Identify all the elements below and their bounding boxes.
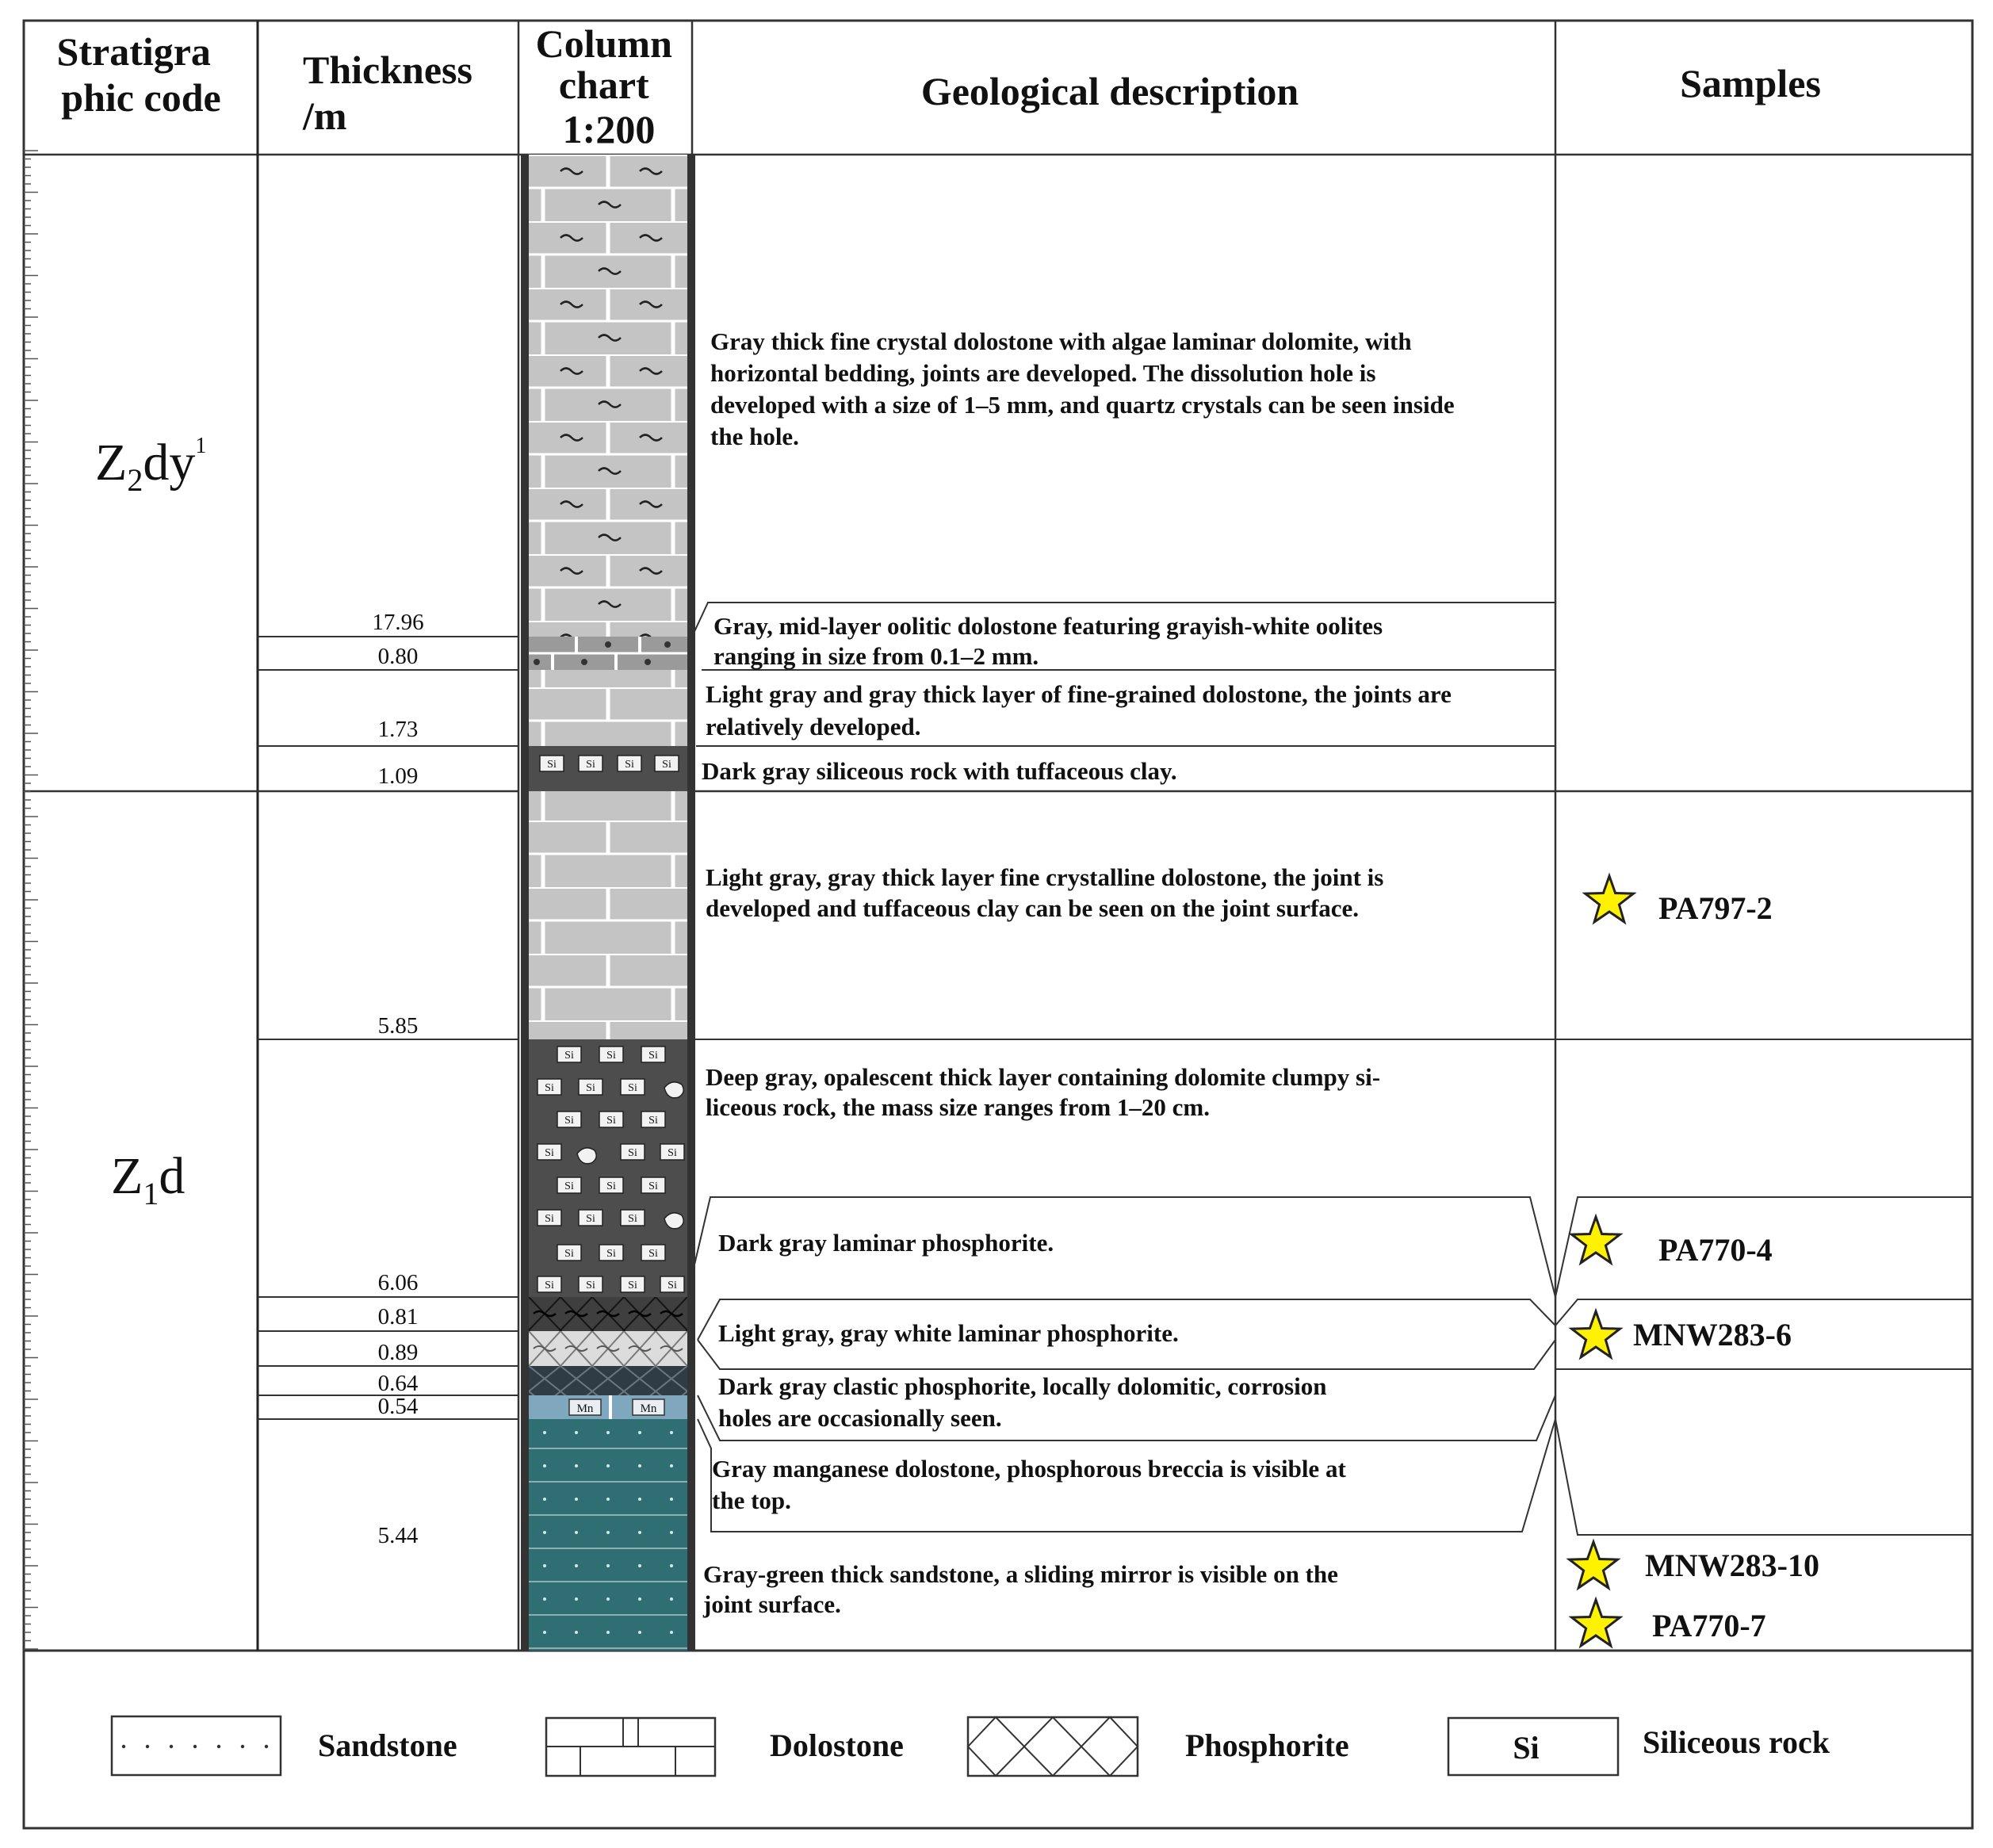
si-symbol: Si bbox=[564, 1180, 574, 1192]
header-samples: Samples bbox=[1680, 61, 1821, 105]
description-11: Gray-green thick sandstone, a sliding mirror is visible on the joint surface. bbox=[703, 1560, 1338, 1618]
si-symbol: Si bbox=[628, 1147, 637, 1159]
description-3: Light gray and gray thick layer of fine-grained dolostone, the joints are relatively developed. bbox=[706, 680, 1452, 740]
description-5: Light gray, gray thick layer fine crystalline dolostone, the joint is developed and tuffaceous clay can be seen on the joint surface. bbox=[706, 863, 1384, 922]
legend-label: Siliceous rock bbox=[1643, 1724, 1830, 1760]
layer-phosphorite-clastic bbox=[529, 1366, 687, 1395]
layer-sandstone bbox=[529, 1419, 687, 1651]
si-symbol: Si bbox=[545, 1280, 554, 1291]
thickness-value: 6.06 bbox=[377, 1270, 419, 1295]
si-symbol: Si bbox=[606, 1050, 616, 1062]
sample-label: PA797-2 bbox=[1658, 890, 1773, 926]
thickness-value: 0.80 bbox=[377, 644, 419, 669]
si-symbol: Si bbox=[628, 1280, 637, 1291]
si-symbol: Si bbox=[586, 759, 595, 771]
sample-star-icon bbox=[1570, 1542, 1618, 1588]
si-symbol: Si bbox=[662, 759, 671, 771]
description-4: Dark gray siliceous rock with tuffaceous clay. bbox=[702, 757, 1177, 785]
lithology-column bbox=[521, 155, 695, 1651]
geological-descriptions bbox=[702, 327, 1455, 1618]
thickness-value: 1.73 bbox=[377, 717, 419, 742]
sample-label: MNW283-6 bbox=[1633, 1317, 1792, 1353]
unit-code-z1d bbox=[111, 1147, 185, 1211]
si-symbol: Si bbox=[586, 1280, 595, 1291]
sample-star-icon bbox=[1572, 1217, 1620, 1263]
si-symbol: Si bbox=[606, 1180, 616, 1192]
sample-label: PA770-4 bbox=[1658, 1232, 1773, 1268]
legend-siliceous-rock bbox=[1448, 1718, 1830, 1775]
si-symbol: Si bbox=[606, 1115, 616, 1127]
sample-list bbox=[1570, 876, 1819, 1646]
header-code: Stratigra phic code bbox=[56, 29, 221, 120]
si-symbol: Si bbox=[564, 1248, 574, 1260]
samples-column bbox=[1555, 1039, 1972, 1535]
si-symbol: Si bbox=[545, 1147, 554, 1159]
layer-dolostone bbox=[529, 791, 687, 1039]
sample-star-icon bbox=[1586, 876, 1634, 922]
layer-dolostone bbox=[529, 670, 687, 746]
sample-star-icon bbox=[1572, 1600, 1620, 1646]
si-symbol: Si bbox=[668, 1147, 677, 1159]
si-symbol: Si bbox=[547, 759, 557, 771]
si-symbol: Si bbox=[648, 1248, 658, 1260]
thickness-value: 5.85 bbox=[377, 1013, 419, 1039]
svg-text:Z2dy1: $Z_2dy^1$ bbox=[95, 434, 207, 498]
si-symbol: Si bbox=[648, 1180, 658, 1192]
svg-text:Z1d: $Z_1d$ bbox=[111, 1147, 186, 1211]
sample-label: MNW283-10 bbox=[1645, 1548, 1819, 1583]
thickness-value: 0.89 bbox=[377, 1340, 419, 1365]
thickness-value: 17.96 bbox=[372, 610, 424, 635]
legend-label: Dolostone bbox=[770, 1727, 904, 1763]
sample-star-icon bbox=[1572, 1311, 1620, 1357]
legend-dolostone bbox=[546, 1718, 904, 1776]
legend-label: Sandstone bbox=[318, 1727, 457, 1763]
si-symbol: Si bbox=[628, 1213, 637, 1225]
layer-phosphorite-dark bbox=[529, 1297, 687, 1331]
si-symbol: Si bbox=[648, 1115, 658, 1127]
unit-code-z2dy1 bbox=[95, 434, 206, 498]
description-1: Gray thick fine crystal dolostone with algae laminar dolomite, with horizontal bedding, joints are developed. The dissolution hole is developed with a size of 1–5 mm, and quartz crystals can be seen inside the hole. bbox=[710, 327, 1455, 450]
thickness-value: 1.09 bbox=[377, 763, 419, 789]
layer-phosphorite-light bbox=[529, 1331, 687, 1366]
si-symbol: Si bbox=[545, 1082, 554, 1094]
si-symbol: Si bbox=[586, 1082, 595, 1094]
legend bbox=[112, 1716, 1830, 1776]
legend-phosphorite bbox=[968, 1717, 1349, 1776]
sample-label: PA770-7 bbox=[1652, 1608, 1766, 1643]
mn-symbol: Mn bbox=[576, 1402, 594, 1415]
description-8: Light gray, gray white laminar phosphorite. bbox=[718, 1319, 1179, 1347]
legend-si-symbol: Si bbox=[1513, 1730, 1540, 1766]
description-9: Dark gray clastic phosphorite, locally dolomitic, corrosion holes are occasionally seen. bbox=[718, 1372, 1327, 1432]
si-symbol: Si bbox=[606, 1248, 616, 1260]
depth-ruler bbox=[24, 151, 38, 1649]
header-description: Geological description bbox=[920, 69, 1299, 113]
legend-sandstone bbox=[112, 1716, 457, 1775]
layer-algal-dolostone bbox=[529, 155, 687, 637]
si-symbol: Si bbox=[545, 1213, 554, 1225]
description-7: Dark gray laminar phosphorite. bbox=[718, 1229, 1054, 1257]
description-6: Deep gray, opalescent thick layer containing dolomite clumpy si-liceous rock, the mass size ranges from 1–20 cm. bbox=[706, 1063, 1381, 1121]
si-symbol: Si bbox=[564, 1050, 574, 1062]
si-symbol: Si bbox=[625, 759, 634, 771]
si-symbol: Si bbox=[628, 1082, 637, 1094]
legend-label: Phosphorite bbox=[1185, 1727, 1349, 1763]
si-symbol: Si bbox=[564, 1115, 574, 1127]
si-symbol: Si bbox=[668, 1280, 677, 1291]
si-symbol: Si bbox=[648, 1050, 658, 1062]
header-column-chart: Column chart 1:200 bbox=[535, 21, 672, 151]
header-thickness: Thickness /m bbox=[303, 48, 472, 138]
thickness-value: 0.64 bbox=[377, 1371, 419, 1396]
thickness-value: 0.54 bbox=[377, 1394, 419, 1419]
thickness-column bbox=[258, 610, 518, 1548]
description-10: Gray manganese dolostone, phosphorous breccia is visible at the top. bbox=[712, 1455, 1346, 1514]
mn-symbol: Mn bbox=[640, 1402, 657, 1415]
si-symbol: Si bbox=[586, 1213, 595, 1225]
layer-oolitic-dolostone bbox=[529, 637, 687, 670]
description-2: Gray, mid-layer oolitic dolostone featuring grayish-white oolites ranging in size from 0.1–2 mm. bbox=[713, 612, 1383, 670]
thickness-value: 5.44 bbox=[377, 1523, 419, 1548]
thickness-value: 0.81 bbox=[377, 1304, 419, 1330]
